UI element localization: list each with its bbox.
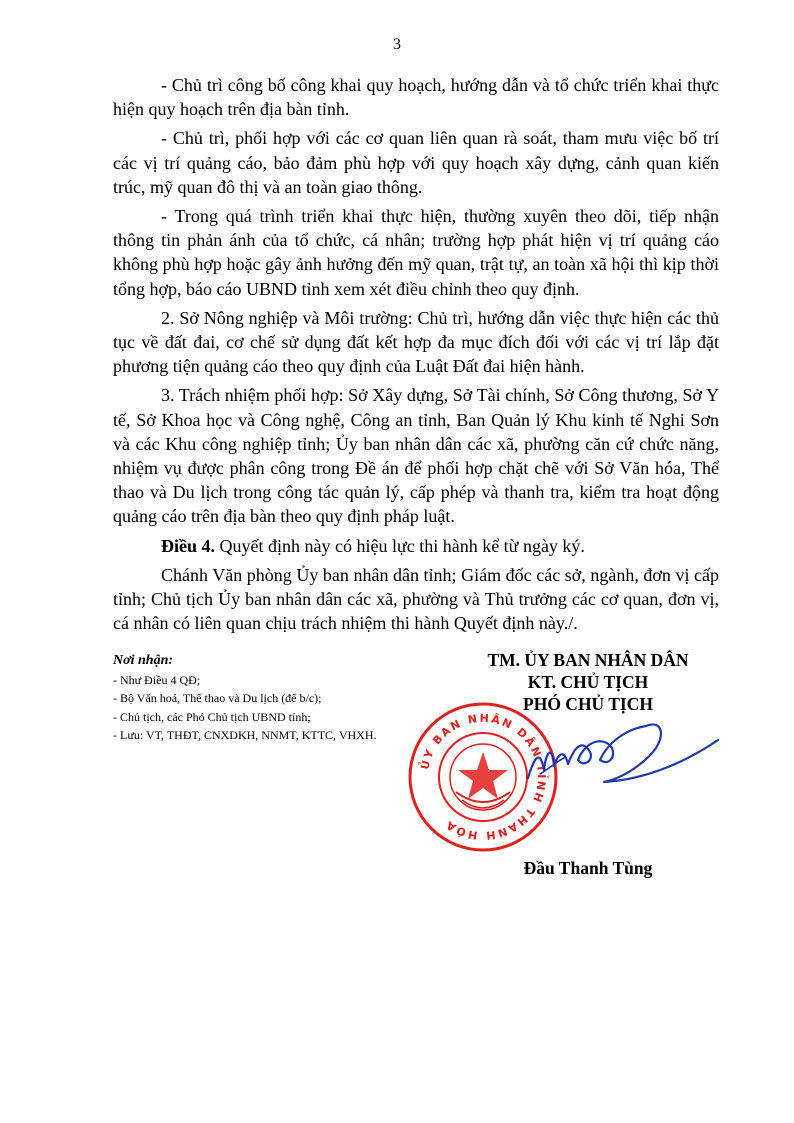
text-run: - Chủ trì, phối hợp với các cơ quan liên quan rà soát, tham mưu việc bố trí các vị trí quảng cáo, bảo đảm phù hợp với quy hoạch xây dựng, cảnh quan kiến trúc, mỹ quan đô thị và an toàn giao thông.: [113, 128, 719, 197]
body-paragraph: [113, 73, 719, 121]
signer-line-1: TM. ỦY BAN NHÂN DÂN: [487, 650, 689, 670]
text-run: 3. Trách nhiệm phối hợp: Sở Xây dựng, Sở Tài chính, Sở Công thương, Sở Y tế, Sở Khoa học và Công nghệ, Công an tỉnh, Ban Quản lý Khu kinh tế Nghi Sơn và các Khu công nghiệp tỉnh; Ủy ban nhân dân các xã, phường căn cứ chức năng, nhiệm vụ được phân công trong Đề án để phối hợp chặt chẽ với Sở Văn hóa, Thể thao và Du lịch trong công tác quản lý, cấp phép và thanh tra, kiểm tra hoạt động quảng cáo trên địa bàn theo quy định pháp luật.: [113, 385, 719, 527]
text-run: - Chủ trì công bố công khai quy hoạch, hướng dẫn và tổ chức triển khai thực hiện quy hoạch trên địa bàn tỉnh.: [113, 75, 719, 120]
body-paragraph: [113, 204, 719, 301]
emblem-icon: [450, 744, 516, 810]
body-paragraph: [113, 126, 719, 199]
recipient-item: - Chủ tịch, các Phó Chủ tịch UBND tỉnh;: [113, 709, 311, 724]
signer-name: Đầu Thanh Tùng: [523, 858, 653, 878]
text-run: Quyết định này có hiệu lực thi hành kể từ ngày ký.: [215, 535, 585, 556]
recipient-item: - Như Điều 4 QĐ;: [113, 672, 201, 687]
handwritten-signature: [520, 708, 730, 788]
text-run: - Trong quá trình triển khai thực hiện, thường xuyên theo dõi, tiếp nhận thông tin phản ánh của tổ chức, cá nhân; trường hợp phát hiện vị trí quảng cáo không phù hợp hoặc gây ảnh hưởng đến mỹ quan, trật tự, an toàn xã hội thì kịp thời tổng hợp, báo cáo UBND tỉnh xem xét điều chỉnh theo quy định.: [113, 206, 719, 299]
body-paragraph: [113, 383, 719, 528]
recipients-heading: Nơi nhận:: [113, 653, 174, 668]
article-heading: Điều 4.: [161, 535, 215, 556]
recipients-block: [113, 652, 433, 745]
body-text: [113, 73, 719, 640]
text-run: Chánh Văn phòng Ủy ban nhân dân tỉnh; Giám đốc các sở, ngành, đơn vị cấp tỉnh; Chủ tịch Ủy ban nhân dân các xã, phường và Thủ trưởng các cơ quan, đơn vị, cá nhân có liên quan chịu trách nhiệm thi hành Quyết định này./.: [113, 564, 719, 634]
recipient-item: - Lưu: VT, THĐT, CNXDKH, NNMT, KTTC, VHXH.: [113, 728, 377, 742]
text-run: 2. Sở Nông nghiệp và Môi trường: Chủ trì, hướng dẫn việc thực hiện các thủ tục về đất đai, cơ chế sử dụng đất kết hợp đa mục đích đối với các vị trí lắp đặt phương tiện quảng cáo theo quy định của Luật Đất đai hiện hành.: [113, 307, 719, 377]
page-number: 3: [393, 36, 401, 53]
signer-line-2: KT. CHỦ TỊCH: [527, 672, 649, 692]
recipient-item: - Bộ Văn hoá, Thể thao và Du lịch (để b/c);: [113, 691, 322, 705]
signer-line-3: PHÓ CHỦ TỊCH: [523, 694, 653, 714]
seal-text: ỦY BAN NHÂN DÂN TỈNH THANH HÓA: [418, 711, 549, 843]
body-paragraph: [113, 306, 719, 379]
body-paragraph: [113, 534, 719, 558]
body-paragraph: [113, 563, 719, 636]
